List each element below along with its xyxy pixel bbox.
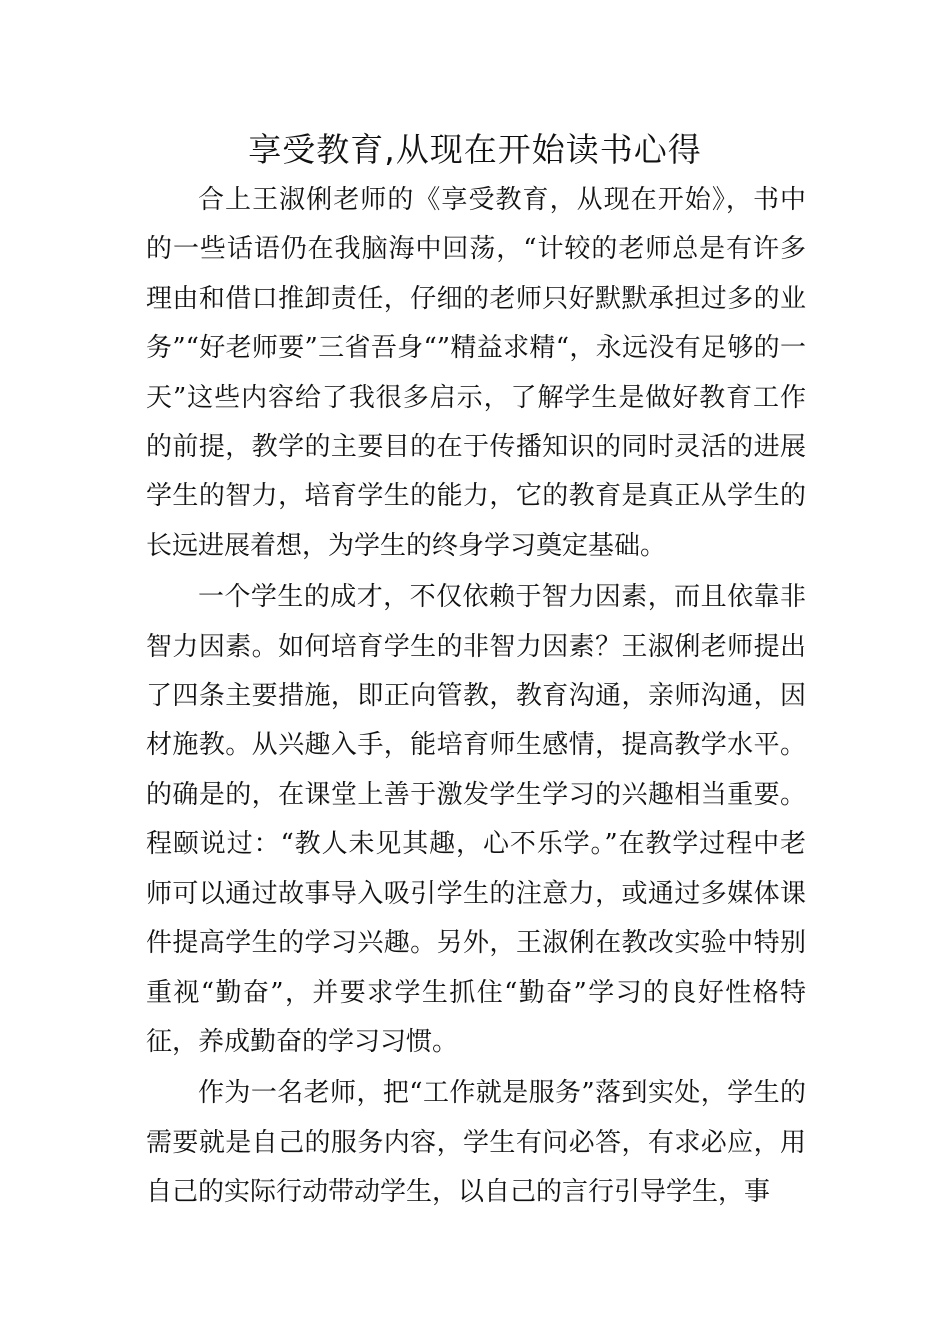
document-body [146,176,806,1218]
paragraph-2: 一个学生的成才，不仅依赖于智力因素，而且依靠非智力因素。如何培育学生的非智力因素？王淑俐老师提出了四条主要措施，即正向管教，教育沟通，亲师沟通，因材施教。从兴趣入手，能培育师生感情，提高教学水平。的确是的，在课堂上善于激发学生学习的兴趣相当重要。程颐说过：“教人未见其趣，心不乐学。”在教学过程中老师可以通过故事导入吸引学生的注意力，或通过多媒体课件提高学生的学习兴趣。另外，王淑俐在教改实验中特别重视“勤奋”，并要求学生抓住“勤奋”学习的良好性格特征，养成勤奋的学习习惯。 [146,582,806,1057]
document-title: 享受教育,从现在开始读书心得 [248,130,702,169]
paragraph-3: 作为一名老师，把“工作就是服务”落到实处，学生的需要就是自己的服务内容，学生有问必答，有求必应，用自己的实际行动带动学生，以自己的言行引导学生，事 [146,1078,806,1208]
paragraph-1: 合上王淑俐老师的《享受教育，从现在开始》，书中的一些话语仍在我脑海中回荡，“计较的老师总是有许多理由和借口推卸责任，仔细的老师只好默默承担过多的业务”“好老师要”三省吾身“”精益求精“，永远没有足够的一天”这些内容给了我很多启示，了解学生是做好教育工作的前提，教学的主要目的在于传播知识的同时灵活的进展学生的智力，培育学生的能力，它的教育是真正从学生的长远进展着想，为学生的终身学习奠定基础。 [146,185,806,561]
